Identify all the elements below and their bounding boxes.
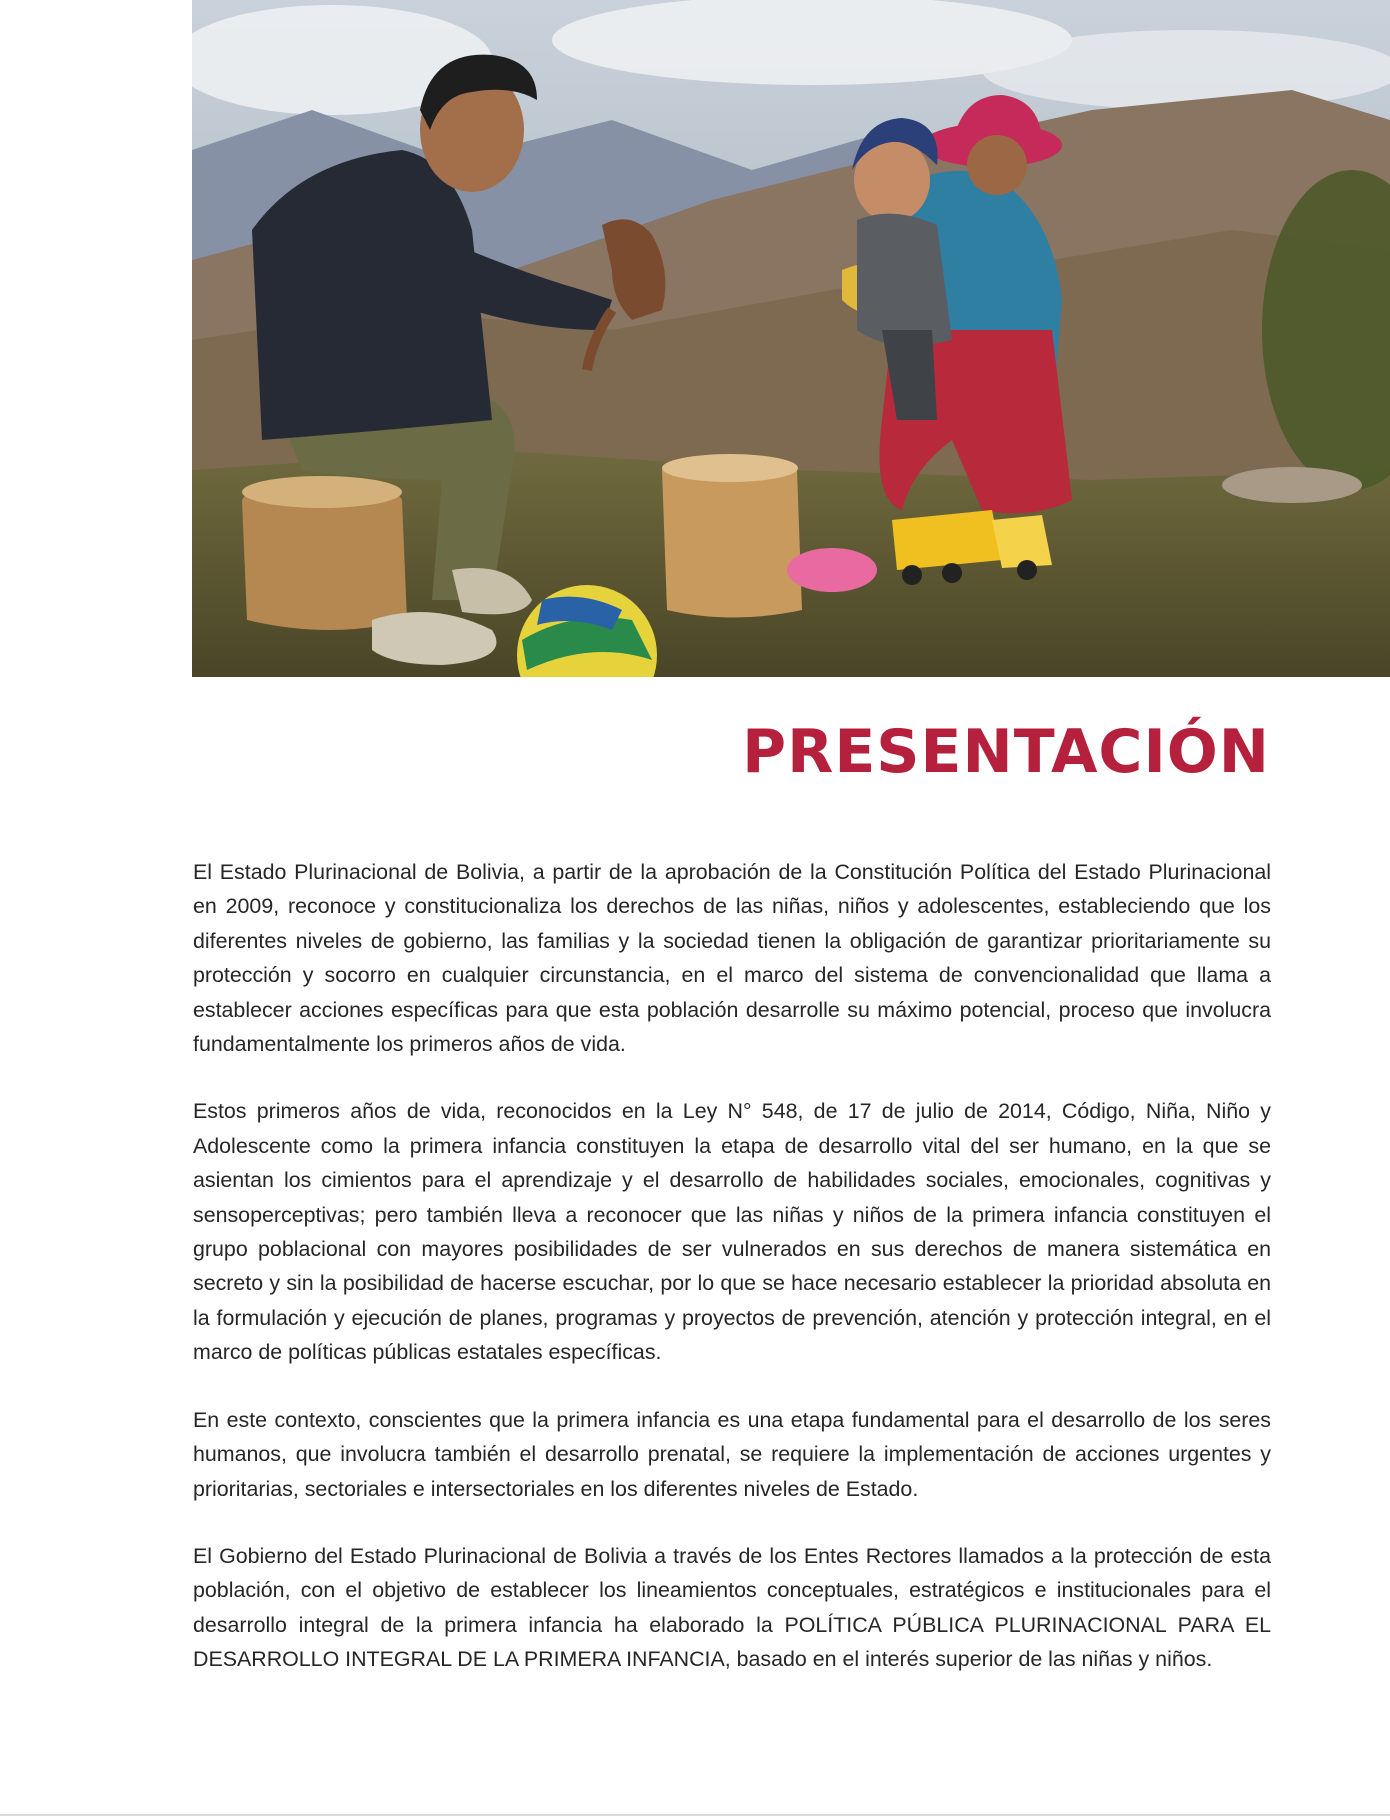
- paragraph-3: En este contexto, conscientes que la primera infancia es una etapa fundamental para el desarrollo de los seres humanos, que involucra también el desarrollo prenatal, se requiere la implementación de acciones urgentes y prioritarias, sectoriales e intersectoriales en los diferentes niveles de Estado.: [193, 1407, 1271, 1501]
- hero-photo: [192, 0, 1390, 677]
- presentation-text: [193, 855, 1271, 1710]
- paragraph-2: Estos primeros años de vida, reconocidos en la Ley N° 548, de 17 de julio de 2014, Código, Niña, Niño y Adolescente como la primera infancia constituyen la etapa de desarrollo vital del ser humano, en la que se asientan los cimientos para el aprendizaje y el desarrollo de habilidades sociales, emocionales, cognitivas y sensoperceptivas; pero también lleva a reconocer que las niñas y niños de la primera infancia constituyen el grupo poblacional con mayores posibilidades de ser vulnerados en sus derechos de manera sistemática en secreto y sin la posibilidad de hacerse escuchar, por lo que se hace necesario establecer la prioridad absoluta en la formulación y ejecución de planes, programas y proyectos de prevención, atención y protección integral, en el marco de políticas públicas estatales específicas.: [193, 1099, 1271, 1365]
- paragraph-4: El Gobierno del Estado Plurinacional de Bolivia a través de los Entes Rectores llamados a la protección de esta población, con el objetivo de establecer los lineamientos conceptuales, estratégicos e institucionales para el desarrollo integral de la primera infancia ha elaborado la POLÍTICA PÚBLICA PLURINACIONAL PARA EL DESARROLLO INTEGRAL DE LA PRIMERA INFANCIA, basado en el interés superior de las niñas y niños.: [193, 1543, 1271, 1672]
- page-bottom-divider: [0, 1814, 1390, 1816]
- hero-photo-illustration: [192, 0, 1390, 677]
- paragraph-1: El Estado Plurinacional de Bolivia, a partir de la aprobación de la Constitución Política del Estado Plurinacional en 2009, reconoce y constitucionaliza los derechos de las niñas, niños y adolescentes, estableciendo que los diferentes niveles de gobierno, las familias y la sociedad tienen la obligación de garantizar prioritariamente su protección y socorro en cualquier circunstancia, en el marco del sistema de convencionalidad que llama a establecer acciones específicas para que esta población desarrolle su máximo potencial, proceso que involucra fundamentalmente los primeros años de vida.: [193, 860, 1271, 1057]
- page-title: PRESENTACIÓN: [742, 717, 1270, 787]
